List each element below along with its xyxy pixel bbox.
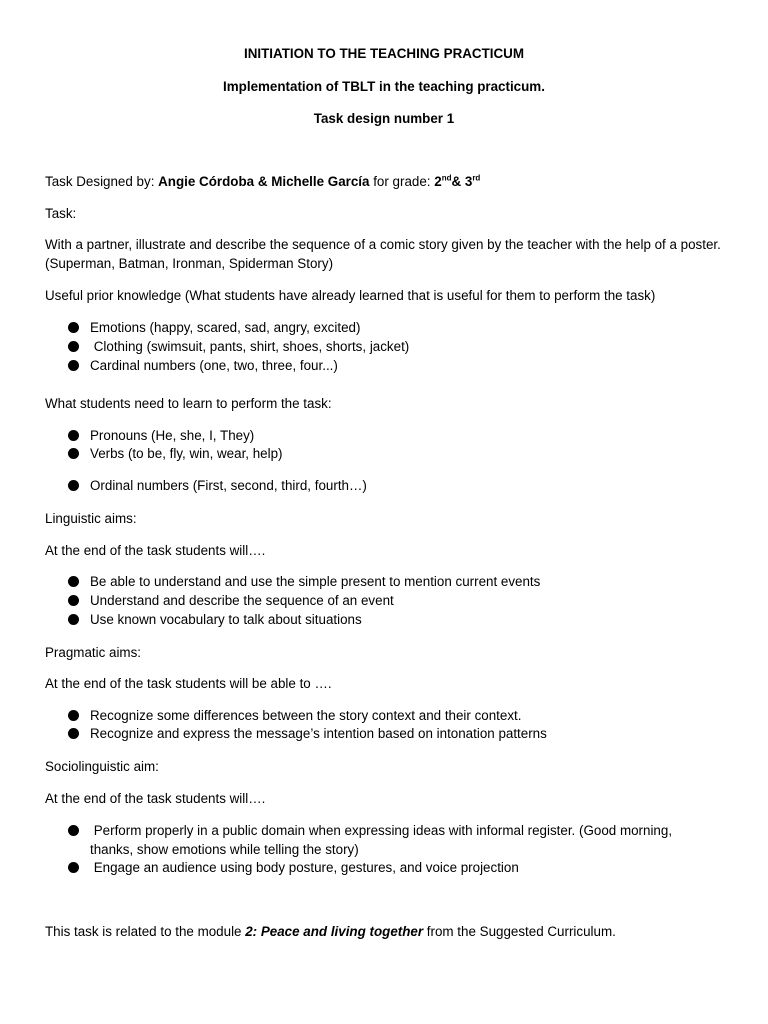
bullet-icon bbox=[68, 614, 79, 625]
module-name: 2: Peace and living together bbox=[245, 924, 424, 939]
grade-prefix: for grade: bbox=[369, 174, 435, 189]
bullet-icon bbox=[68, 862, 79, 873]
need-to-learn-heading: What students need to learn to perform the task: bbox=[45, 396, 332, 411]
designed-by-prefix: Task Designed by: bbox=[45, 174, 159, 189]
bullet-icon bbox=[68, 322, 79, 333]
authors: Angie Córdoba & Michelle García bbox=[158, 174, 370, 189]
pragmatic-aims-heading: Pragmatic aims: bbox=[45, 645, 141, 660]
bullet-icon bbox=[68, 430, 79, 441]
sociolinguistic-aim-intro: At the end of the task students will…. bbox=[45, 791, 266, 806]
document-page: INITIATION TO THE TEACHING PRACTICUM Implementation of TBLT in the teaching practicum. Task design number 1 Task Designed by: Angie Córdoba & Michelle García for grade: 2nd& 3rd Task: With a partner, illustrate and describe the sequence of a comic story given by the teacher with the help of a poster. (Superman, Batman, Ironman, Spiderman Story) Useful prior knowledge (What students have already learned that is useful for them to perform the task) Emotions (happy, scared, sad, angry, excited) Clothing (swimsuit, pants, shirt, shoes, shorts, jacket) Cardinal numbers (one, two, three, four...) What students need to learn to perform the task: Pronouns (He, she, I, They) Verbs (to be, fly, win, wear, help) Ordinal numbers (First, second, third, fourth…) Linguistic aims: At the end of the task students will…. Be able to understand and use the simple present to mention current events Understand and describe the sequence of an event Use known vocabulary to talk about situations Pragmatic aims: At the end of the task students will be able to …. Recognize some differences between the story context and their context. Recognize and express the message’s intention based on intonation patterns Sociolinguistic aim: At the end of the task students will…. Perform properly in a public domain when expressing ideas with informal register. (Good morning, thanks, show emotions while telling the story) Engage an audience using body posture, gestures, and voice projection This task is related to the module 2: Peace and living together from the Suggested Curriculum. bbox=[0, 0, 768, 1024]
grade-2-suffix: nd bbox=[441, 173, 452, 183]
pragmatic-aims-intro: At the end of the task students will be able to …. bbox=[45, 676, 332, 691]
grade-3: & 3 bbox=[451, 174, 473, 189]
task-number-heading: Task design number 1 bbox=[313, 111, 455, 126]
bullet-icon bbox=[68, 728, 79, 739]
module-prefix: This task is related to the module bbox=[45, 924, 246, 939]
bullet-icon bbox=[68, 360, 79, 371]
linguistic-aims-intro: At the end of the task students will…. bbox=[45, 543, 266, 558]
document-title: INITIATION TO THE TEACHING PRACTICUM bbox=[244, 46, 524, 61]
designed-by-line bbox=[45, 172, 725, 191]
prior-knowledge-heading: Useful prior knowledge (What students have already learned that is useful for them to perform the task) bbox=[45, 288, 656, 303]
bullet-icon bbox=[68, 710, 79, 721]
document-subtitle: Implementation of TBLT in the teaching practicum. bbox=[223, 79, 545, 94]
bullet-icon bbox=[68, 576, 79, 587]
sociolinguistic-aim-heading: Sociolinguistic aim: bbox=[45, 759, 159, 774]
bullet-icon bbox=[68, 448, 79, 459]
task-description: With a partner, illustrate and describe the sequence of a comic story given by the teacher with the help of a poster. (Superman, Batman, Ironman, Spiderman Story) bbox=[45, 237, 721, 271]
bullet-icon bbox=[68, 480, 79, 491]
bullet-icon bbox=[68, 341, 79, 352]
bullet-icon bbox=[68, 595, 79, 606]
linguistic-aims-heading: Linguistic aims: bbox=[45, 511, 137, 526]
module-suffix: from the Suggested Curriculum. bbox=[423, 924, 616, 939]
bullet-icon bbox=[68, 825, 79, 836]
grade-2: 2 bbox=[434, 174, 442, 189]
grade-3-suffix: rd bbox=[472, 173, 481, 183]
module-reference bbox=[45, 922, 725, 941]
task-label: Task: bbox=[45, 206, 77, 221]
